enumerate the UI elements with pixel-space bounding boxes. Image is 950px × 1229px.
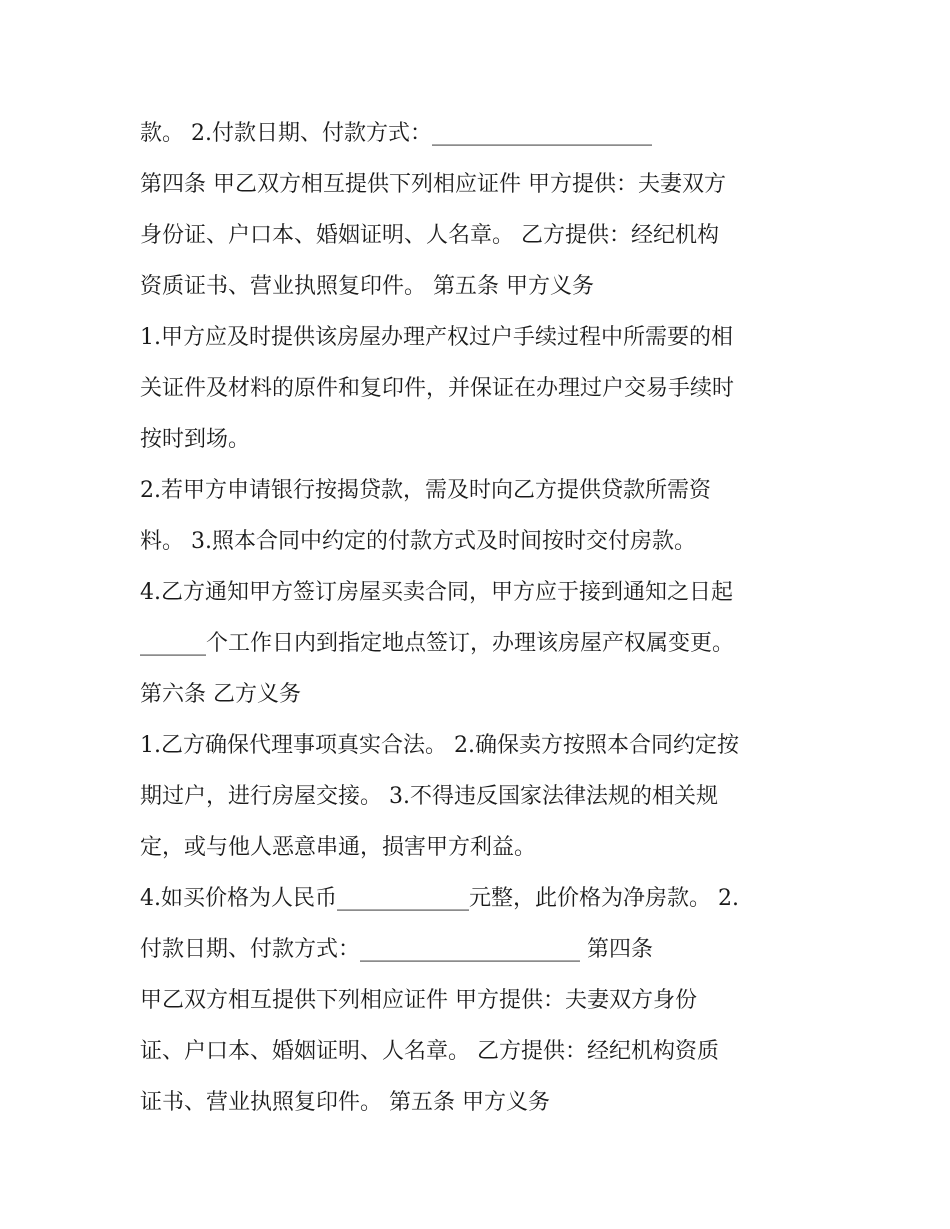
text-line: ______个工作日内到指定地点签订，办理该房屋产权属变更。: [140, 631, 735, 656]
text-line: 1.甲方应及时提供该房屋办理产权过户手续过程中所需要的相: [140, 325, 733, 350]
text-line: 2.若甲方申请银行按揭贷款，需及时向乙方提供贷款所需资: [140, 478, 711, 503]
text-line: 料。 3.照本合同中约定的付款方式及时间按时交付房款。: [140, 529, 696, 554]
text-line: 甲乙双方相互提供下列相应证件 甲方提供：夫妻双方身份: [140, 988, 697, 1013]
document-body: [140, 108, 820, 1128]
text-line: 期过户，进行房屋交接。 3.不得违反国家法律法规的相关规: [140, 784, 718, 809]
text-line: 关证件及材料的原件和复印件，并保证在办理过户交易手续时: [140, 376, 735, 401]
text-line: 第四条 甲乙双方相互提供下列相应证件 甲方提供：夫妻双方: [140, 172, 726, 197]
text-line: 证书、营业执照复印件。 第五条 甲方义务: [140, 1090, 550, 1115]
text-line: 按时到场。: [140, 427, 251, 452]
text-line: 第六条 乙方义务: [140, 682, 301, 707]
text-line: 款。 2.付款日期、付款方式：____________________: [140, 121, 652, 146]
text-line: 付款日期、付款方式：____________________ 第四条: [140, 937, 653, 962]
text-line: 资质证书、营业执照复印件。 第五条 甲方义务: [140, 274, 594, 299]
text-line: 定，或与他人恶意串通，损害甲方利益。: [140, 835, 537, 860]
text-line: 1.乙方确保代理事项真实合法。 2.确保卖方按照本合同约定按: [140, 733, 739, 758]
text-line: 4.如买价格为人民币____________元整，此价格为净房款。 2.: [140, 886, 739, 911]
text-line: 4.乙方通知甲方签订房屋买卖合同，甲方应于接到通知之日起: [140, 580, 733, 605]
text-line: 身份证、户口本、婚姻证明、人名章。 乙方提供：经纪机构: [140, 223, 719, 248]
text-line: 证、户口本、婚姻证明、人名章。 乙方提供：经纪机构资质: [140, 1039, 719, 1064]
